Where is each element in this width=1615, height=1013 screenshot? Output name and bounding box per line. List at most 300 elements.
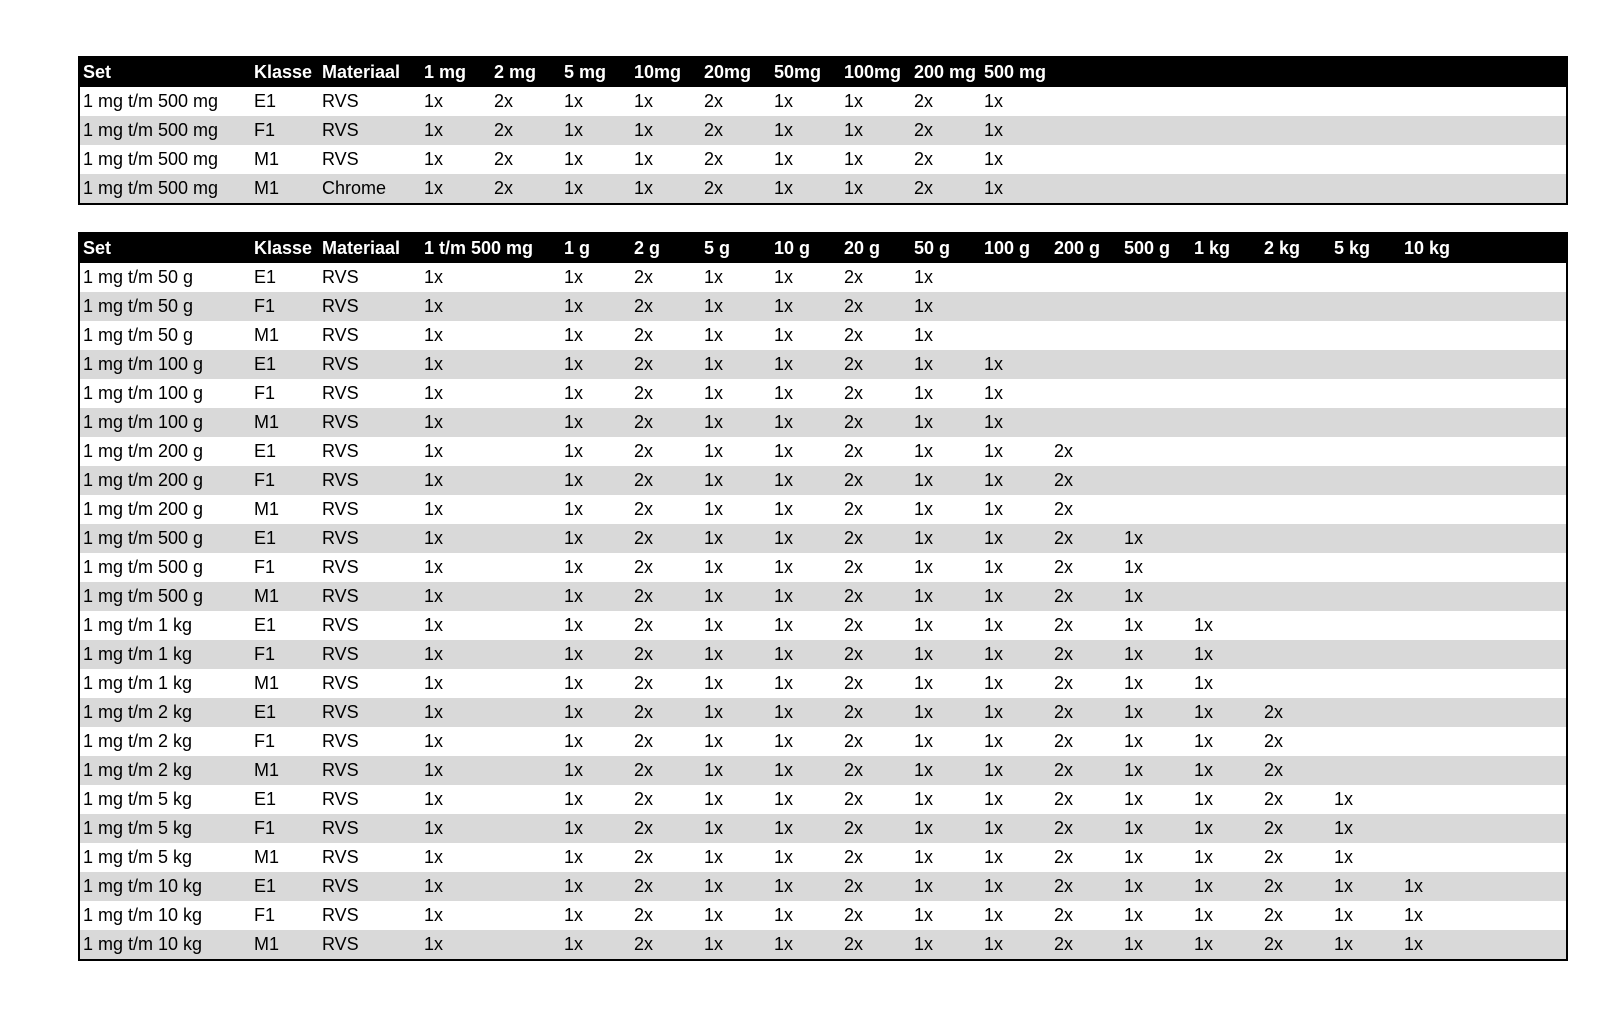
- table-cell: [1051, 292, 1121, 321]
- table-cell: [1051, 87, 1121, 116]
- table-cell: 1x: [1334, 847, 1354, 867]
- table-cell: 1x: [844, 149, 864, 169]
- table-cell: 1x: [774, 412, 794, 432]
- table-cell: [1261, 174, 1331, 204]
- table-cell: 1x: [914, 876, 934, 896]
- table-cell: M1: [254, 149, 280, 169]
- table-cell: 1x: [564, 120, 584, 140]
- table-cell: [1401, 814, 1471, 843]
- table-cell: [1261, 87, 1331, 116]
- table-cell: [1471, 292, 1567, 321]
- table-cell: 2x: [844, 296, 864, 316]
- table-cell: 1x: [424, 673, 444, 693]
- table-cell: [1401, 843, 1471, 872]
- table-cell: [1051, 263, 1121, 292]
- column-header: Set: [83, 238, 112, 258]
- table-cell: [1261, 379, 1331, 408]
- table-cell: [1401, 495, 1471, 524]
- table-cell: [1261, 437, 1331, 466]
- column-header: 5 kg: [1334, 238, 1371, 258]
- table-cell: 1 mg t/m 1 kg: [83, 615, 193, 635]
- table-cell: [1331, 466, 1401, 495]
- table-cell: 2x: [844, 528, 864, 548]
- column-header: 500 mg: [984, 62, 1047, 82]
- table-cell: 1 mg t/m 500 mg: [83, 178, 219, 198]
- table-cell: 1x: [564, 818, 584, 838]
- table-cell: 1x: [1404, 905, 1424, 925]
- table-cell: [1121, 350, 1191, 379]
- table-cell: [1471, 466, 1567, 495]
- table-cell: 2x: [844, 499, 864, 519]
- header-row: [79, 57, 1567, 87]
- table-cell: 1x: [984, 818, 1004, 838]
- column-header: 50mg: [774, 62, 822, 82]
- table-cell: [1331, 408, 1401, 437]
- table-cell: 1x: [704, 586, 724, 606]
- table-cell: 1 mg t/m 50 g: [83, 325, 194, 345]
- table-cell: [491, 321, 561, 350]
- table-cell: 1x: [774, 267, 794, 287]
- table-row: [79, 116, 1567, 145]
- table-row: [79, 756, 1567, 785]
- column-header: [1471, 233, 1567, 263]
- column-header: Materiaal: [322, 62, 401, 82]
- column-header: [1261, 57, 1331, 87]
- table-cell: 1 mg t/m 500 g: [83, 528, 204, 548]
- table-row: [79, 843, 1567, 872]
- table-cell: 2x: [914, 149, 934, 169]
- table-cell: 1x: [984, 876, 1004, 896]
- table-cell: M1: [254, 760, 280, 780]
- table-cell: 1x: [424, 934, 444, 954]
- table-cell: 1x: [914, 934, 934, 954]
- table-cell: 1x: [1194, 760, 1214, 780]
- column-header: Klasse: [254, 62, 313, 82]
- table-cell: 2x: [1054, 441, 1074, 461]
- table-cell: [1331, 727, 1401, 756]
- table-cell: 1x: [704, 354, 724, 374]
- column-header: 2 mg: [494, 62, 537, 82]
- table-cell: 1x: [984, 470, 1004, 490]
- table-cell: 1x: [424, 702, 444, 722]
- table-cell: 2x: [1264, 818, 1284, 838]
- table-cell: 1x: [1124, 905, 1144, 925]
- table-cell: 1x: [914, 557, 934, 577]
- table-cell: RVS: [322, 586, 359, 606]
- table-cell: 1x: [984, 441, 1004, 461]
- table-cell: 1x: [704, 557, 724, 577]
- table-cell: 1x: [1124, 731, 1144, 751]
- column-header: 1 kg: [1194, 238, 1231, 258]
- table-cell: [1261, 263, 1331, 292]
- table-cell: 1x: [704, 267, 724, 287]
- table-cell: F1: [254, 557, 276, 577]
- table-cell: [1331, 524, 1401, 553]
- table-cell: 1x: [564, 760, 584, 780]
- table-cell: [491, 437, 561, 466]
- table-row: [79, 145, 1567, 174]
- table-cell: 1 mg t/m 2 kg: [83, 731, 193, 751]
- table-cell: 1x: [984, 644, 1004, 664]
- table-cell: RVS: [322, 702, 359, 722]
- table-cell: M1: [254, 499, 280, 519]
- table-cell: RVS: [322, 354, 359, 374]
- column-header: 50 g: [914, 238, 951, 258]
- table-cell: [1121, 116, 1191, 145]
- table-cell: 2x: [1054, 818, 1074, 838]
- table-cell: [1261, 669, 1331, 698]
- table-cell: 1 mg t/m 5 kg: [83, 789, 193, 809]
- column-header: 10mg: [634, 62, 682, 82]
- table-cell: 1x: [1124, 847, 1144, 867]
- table-row: [79, 553, 1567, 582]
- table-cell: 1x: [564, 354, 584, 374]
- table-cell: M1: [254, 673, 280, 693]
- table-cell: 1 mg t/m 1 kg: [83, 673, 193, 693]
- table-cell: 2x: [1054, 876, 1074, 896]
- header-row: [79, 233, 1567, 263]
- table-row: [79, 640, 1567, 669]
- table-cell: 1x: [1124, 876, 1144, 896]
- table-cell: 1x: [564, 586, 584, 606]
- table-cell: 2x: [844, 905, 864, 925]
- table-cell: 2x: [1264, 876, 1284, 896]
- table-cell: 2x: [494, 120, 514, 140]
- table-cell: 1x: [424, 325, 444, 345]
- table-cell: RVS: [322, 499, 359, 519]
- table-cell: 1x: [984, 731, 1004, 751]
- table-cell: 1x: [914, 586, 934, 606]
- table-cell: 1x: [704, 934, 724, 954]
- table-cell: 1x: [1194, 847, 1214, 867]
- table-cell: 1x: [1194, 818, 1214, 838]
- table-cell: M1: [254, 412, 280, 432]
- table-cell: 1x: [564, 789, 584, 809]
- table-cell: [1471, 611, 1567, 640]
- table-cell: 2x: [844, 702, 864, 722]
- table-cell: 2x: [634, 296, 654, 316]
- table-row: [79, 524, 1567, 553]
- table-cell: E1: [254, 615, 277, 635]
- table-cell: [491, 379, 561, 408]
- table-cell: 1x: [984, 789, 1004, 809]
- table-cell: 2x: [1054, 499, 1074, 519]
- table-cell: 1x: [424, 470, 444, 490]
- table-cell: RVS: [322, 615, 359, 635]
- table-cell: [1471, 145, 1567, 174]
- table-cell: [1261, 350, 1331, 379]
- table-cell: 2x: [844, 934, 864, 954]
- table-cell: 1x: [984, 847, 1004, 867]
- table-cell: [1051, 174, 1121, 204]
- table-cell: 1x: [914, 296, 934, 316]
- table-cell: [1471, 379, 1567, 408]
- table-cell: [1261, 466, 1331, 495]
- table-cell: [1261, 321, 1331, 350]
- table-cell: 1 mg t/m 10 kg: [83, 934, 203, 954]
- table-cell: 1x: [774, 731, 794, 751]
- table-cell: [1331, 174, 1401, 204]
- table-cell: [1331, 379, 1401, 408]
- table-cell: 1x: [914, 760, 934, 780]
- table-cell: 1x: [1124, 934, 1144, 954]
- table-cell: [1121, 321, 1191, 350]
- table-cell: F1: [254, 296, 276, 316]
- table-row: [79, 321, 1567, 350]
- table-cell: [1471, 174, 1567, 204]
- table-cell: 1x: [704, 296, 724, 316]
- table-cell: 1x: [424, 847, 444, 867]
- table-cell: 1x: [774, 905, 794, 925]
- table-cell: 1x: [1124, 760, 1144, 780]
- table-cell: [1261, 292, 1331, 321]
- table-cell: E1: [254, 91, 277, 111]
- table-cell: 1x: [774, 644, 794, 664]
- table-cell: [1471, 350, 1567, 379]
- table-cell: [1121, 87, 1191, 116]
- table-cell: 1x: [634, 178, 654, 198]
- table-cell: [1121, 379, 1191, 408]
- table-cell: RVS: [322, 528, 359, 548]
- column-header: 1 mg: [424, 62, 467, 82]
- table-cell: 2x: [844, 818, 864, 838]
- table-cell: 2x: [1054, 615, 1074, 635]
- table-cell: E1: [254, 528, 277, 548]
- table-cell: [491, 292, 561, 321]
- table-cell: [1401, 116, 1471, 145]
- column-header: [1471, 57, 1567, 87]
- table-cell: 2x: [844, 789, 864, 809]
- table-cell: [1401, 145, 1471, 174]
- table-cell: 1x: [704, 673, 724, 693]
- table-row: [79, 872, 1567, 901]
- table-cell: [491, 669, 561, 698]
- table-cell: 1x: [704, 441, 724, 461]
- table-cell: 2x: [704, 91, 724, 111]
- table-row: [79, 292, 1567, 321]
- column-header: 1 g: [564, 238, 591, 258]
- table-cell: 1x: [774, 354, 794, 374]
- table-cell: [1401, 582, 1471, 611]
- table-cell: F1: [254, 470, 276, 490]
- table-cell: 2x: [634, 702, 654, 722]
- table-cell: 1x: [564, 178, 584, 198]
- table-cell: [491, 640, 561, 669]
- table-cell: 1x: [914, 267, 934, 287]
- table-cell: 1x: [1334, 876, 1354, 896]
- table-cell: RVS: [322, 789, 359, 809]
- table-cell: [1121, 145, 1191, 174]
- table-cell: M1: [254, 586, 280, 606]
- table-cell: 2x: [704, 178, 724, 198]
- table-cell: [981, 263, 1051, 292]
- table-cell: [1331, 292, 1401, 321]
- table-cell: 1x: [1334, 818, 1354, 838]
- table-cell: 1 mg t/m 50 g: [83, 296, 194, 316]
- table-cell: 1x: [424, 644, 444, 664]
- table-cell: 1x: [704, 470, 724, 490]
- table-cell: [1261, 553, 1331, 582]
- table-cell: [1261, 582, 1331, 611]
- table-cell: 1x: [634, 149, 654, 169]
- table-cell: 1 mg t/m 100 g: [83, 412, 204, 432]
- table-cell: 1x: [634, 91, 654, 111]
- table-cell: [1261, 640, 1331, 669]
- table-cell: 2x: [1264, 847, 1284, 867]
- column-header: [1121, 57, 1191, 87]
- table-cell: 1x: [564, 383, 584, 403]
- table-cell: 2x: [844, 615, 864, 635]
- column-header: 20 g: [844, 238, 881, 258]
- table-cell: [1331, 640, 1401, 669]
- table-cell: 1 mg t/m 10 kg: [83, 876, 203, 896]
- table-cell: 1x: [1124, 586, 1144, 606]
- table-cell: 1x: [704, 905, 724, 925]
- table-cell: 2x: [844, 354, 864, 374]
- table-cell: 1x: [1194, 702, 1214, 722]
- table-cell: 1x: [424, 586, 444, 606]
- table-cell: 1x: [774, 120, 794, 140]
- table-cell: 2x: [1054, 847, 1074, 867]
- table-cell: RVS: [322, 267, 359, 287]
- table-cell: [1471, 582, 1567, 611]
- table-cell: 2x: [1054, 760, 1074, 780]
- table-cell: 1x: [424, 499, 444, 519]
- table-cell: 1x: [844, 91, 864, 111]
- table-cell: [1191, 582, 1261, 611]
- table-cell: 1x: [564, 325, 584, 345]
- column-header: Set: [83, 62, 112, 82]
- table-cell: [1331, 437, 1401, 466]
- table-cell: 2x: [634, 383, 654, 403]
- table-cell: 1x: [774, 586, 794, 606]
- table-cell: 1x: [564, 412, 584, 432]
- table-cell: [491, 495, 561, 524]
- table-cell: [491, 785, 561, 814]
- table-cell: [1191, 553, 1261, 582]
- column-header: 10 kg: [1404, 238, 1451, 258]
- table-cell: RVS: [322, 325, 359, 345]
- column-header: 5 g: [704, 238, 731, 258]
- table-cell: 1x: [1124, 789, 1144, 809]
- column-header: Klasse: [254, 238, 313, 258]
- table-cell: 2x: [914, 120, 934, 140]
- table-cell: [1471, 727, 1567, 756]
- table-cell: [1471, 495, 1567, 524]
- table-cell: 1x: [774, 149, 794, 169]
- column-header: 2 kg: [1264, 238, 1301, 258]
- table-cell: 1x: [1194, 876, 1214, 896]
- table-cell: [491, 582, 561, 611]
- table-cell: [1401, 321, 1471, 350]
- table-cell: 2x: [634, 586, 654, 606]
- column-header: 200 mg: [914, 62, 977, 82]
- table-cell: [1471, 698, 1567, 727]
- table-cell: 1x: [564, 296, 584, 316]
- table-cell: 2x: [844, 267, 864, 287]
- table-cell: 2x: [634, 934, 654, 954]
- table-cell: [1401, 466, 1471, 495]
- table-cell: [1401, 756, 1471, 785]
- table-cell: [1401, 785, 1471, 814]
- table-cell: [981, 321, 1051, 350]
- table-cell: 1x: [984, 760, 1004, 780]
- table-cell: 1 mg t/m 200 g: [83, 499, 204, 519]
- column-header: [1401, 57, 1471, 87]
- table-cell: 1x: [984, 615, 1004, 635]
- table-row: [79, 785, 1567, 814]
- table-cell: 1x: [914, 789, 934, 809]
- table-cell: 1x: [564, 267, 584, 287]
- table-row: [79, 174, 1567, 204]
- table-cell: F1: [254, 644, 276, 664]
- table-cell: 1x: [914, 383, 934, 403]
- table-cell: RVS: [322, 412, 359, 432]
- table-cell: [491, 756, 561, 785]
- table-cell: 2x: [844, 731, 864, 751]
- table-cell: 1x: [914, 731, 934, 751]
- table-cell: 1 mg t/m 200 g: [83, 441, 204, 461]
- table-cell: 2x: [914, 91, 934, 111]
- table-cell: [1191, 350, 1261, 379]
- table-cell: 1 mg t/m 5 kg: [83, 847, 193, 867]
- table-row: [79, 930, 1567, 960]
- table-cell: [1051, 379, 1121, 408]
- table-cell: E1: [254, 789, 277, 809]
- table-row: [79, 408, 1567, 437]
- table-cell: 2x: [1054, 731, 1074, 751]
- table-cell: 2x: [844, 847, 864, 867]
- table-cell: 2x: [634, 354, 654, 374]
- table-cell: [491, 727, 561, 756]
- table-cell: [1471, 553, 1567, 582]
- table-cell: M1: [254, 178, 280, 198]
- table-cell: [1191, 292, 1261, 321]
- table-cell: [491, 872, 561, 901]
- column-header: 1 t/m 500 mg: [424, 238, 534, 258]
- table-cell: [1471, 814, 1567, 843]
- table-cell: [1191, 524, 1261, 553]
- table-header: [79, 233, 1567, 263]
- table-cell: [1471, 843, 1567, 872]
- table-cell: M1: [254, 847, 280, 867]
- table-row: [79, 814, 1567, 843]
- table-cell: [1331, 698, 1401, 727]
- table-cell: [1471, 640, 1567, 669]
- table-cell: 1x: [424, 296, 444, 316]
- table-cell: 1x: [424, 818, 444, 838]
- table-cell: 2x: [1054, 557, 1074, 577]
- table-cell: 1x: [424, 557, 444, 577]
- table-cell: 2x: [634, 847, 654, 867]
- table-cell: 1x: [424, 731, 444, 751]
- table-cell: 1 mg t/m 500 g: [83, 586, 204, 606]
- table-cell: 2x: [1054, 644, 1074, 664]
- table-cell: [1401, 379, 1471, 408]
- table-cell: [491, 524, 561, 553]
- table-cell: RVS: [322, 120, 359, 140]
- table-cell: 1x: [564, 499, 584, 519]
- table-cell: [1471, 87, 1567, 116]
- table-cell: 1x: [564, 847, 584, 867]
- table-cell: 2x: [634, 499, 654, 519]
- table-cell: [491, 611, 561, 640]
- table-cell: [1401, 437, 1471, 466]
- table-cell: [1331, 495, 1401, 524]
- table-cell: [1401, 524, 1471, 553]
- table-cell: RVS: [322, 149, 359, 169]
- table-cell: 1 mg t/m 2 kg: [83, 702, 193, 722]
